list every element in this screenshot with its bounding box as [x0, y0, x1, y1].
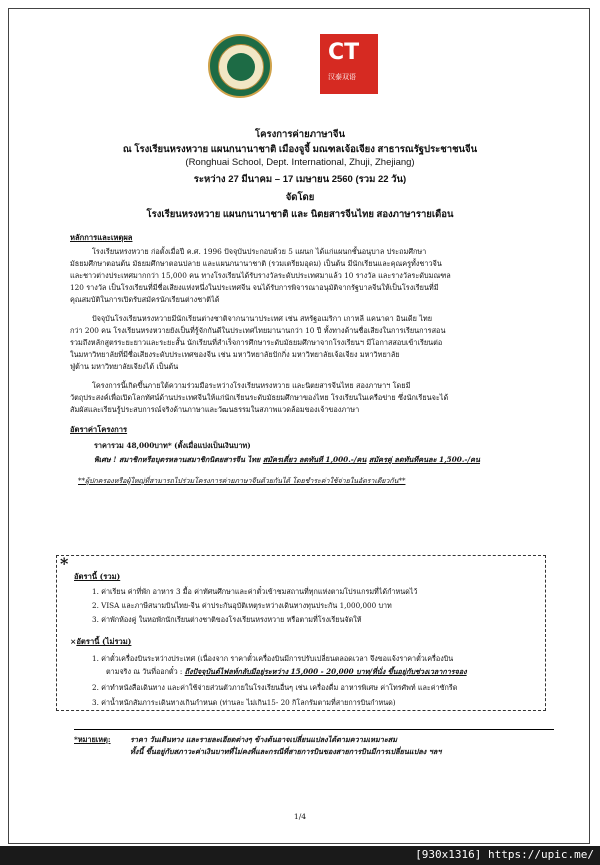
principles-p2-line: กว่า 200 คน โรงเรียนหรงหวายยังเป็นที่รู้จักกันดีในประเทศไทยมานานกว่า 10 ปี ทั้งทางด้านชื่อเสียงในการเรียนการสอน: [70, 326, 446, 335]
principles-p1-line: 120 รางวัล เป็นโรงเรียนที่มีชื่อเสียงแห่งหนึ่งในประเทศจีน จนได้รับการพิจารณาอนุมัติจากรัฐบาลจีนให้เป็นโรงเรียนที่มี: [70, 283, 439, 292]
included-item: 2. VISA และภาษีสนามบินไทย-จีน ค่าประกันอุบัติเหตุระหว่างเดินทางทุนประกัน 1,000,000 บาท: [92, 601, 392, 610]
principles-p3-line: สัมผัสและเรียนรู้ประสบการณ์จริงด้านภาษาและวัฒนธรรมในสภาพแวดล้อมของเจ้าของภาษา: [70, 405, 360, 414]
principles-p1-line: และชาวต่างประเทศมากกว่า 15,000 คน ทางโรงเรียนได้รับรางวัลระดับประเทศมาแล้ว 10 รางวัล และรางวัลระดับมณฑล: [70, 271, 451, 280]
remark-label: *หมายเหตุ:: [74, 735, 111, 744]
star-marker: *: [60, 554, 69, 573]
partner-logo-subtext: 汉泰双语: [328, 73, 356, 81]
included-item: 3. ค่าพักห้องคู่ ในหอพักนักเรียนต่างชาติของโรงเรียนหรงหวาย หรือตามที่โรงเรียนจัดให้: [92, 615, 362, 624]
excluded-item: 3. ค่าน้ำหนักสัมภาระเดินทางเกินกำหนด (ท่านละ ไม่เกิน15- 20 กิโลกรัมตามที่สายการบินกำหนด): [92, 698, 396, 707]
principles-p3-line: วัตถุประสงค์เพื่อเปิดโลกทัศน์ด้านประเทศจีนให้แก่นักเรียนระดับมัธยมศึกษาของไทย โรงเรียนในเครือข่าย ซึ่งนักเรียนจะได้: [70, 393, 449, 402]
principles-p1-line: มัธยมศึกษาตอนต้น มัธยมศึกษาตอนปลาย และแผนกนานาชาติ (รวมเตรียมอุดม) เป็นต้น มีนักเรียนและคุณครูทั้งชาวจีน: [70, 259, 442, 268]
watermark-text[interactable]: [930x1316] https://upic.me/: [415, 848, 594, 861]
principles-p2-line: ในมหาวิทยาลัยที่มีชื่อเสียงระดับประเทศของจีน เช่น มหาวิทยาลัยปักกิ่ง มหาวิทยาลัยเจ้อเจียง มหาวิทยาลัย: [70, 350, 400, 359]
watermark-bar: [0, 846, 600, 865]
remark-line: ทั้งนี้ ขึ้นอยู่กับสภาวะค่าเงินบาทที่ไม่คงที่และกรณีที่สายการบินของสายการบินมีการเปลี่ยนแปลง ฯลฯ: [130, 747, 442, 756]
fees-special: [94, 454, 480, 466]
included-item: 1. ค่าเรียน ค่าที่พัก อาหาร 3 มื้อ ค่าทัศนศึกษาและค่าตั๋วเข้าชมสถานที่ทุกแห่งตามโปรแกรมที่ได้กำหนดไว้: [92, 587, 418, 596]
excluded-item: 2. ค่าทำหนังสือเดินทาง และค่าใช้จ่ายส่วนตัวภายในโรงเรียนอื่นๆ เช่น เครื่องดื่ม อาหารพิเศษ ค่าโทรศัพท์ และค่าซักรีด: [92, 683, 458, 692]
principles-p1-line: โรงเรียนหรงหวาย ก่อตั้งเมื่อปี ค.ศ. 1996 ปัจจุบันประกอบด้วย 5 แผนก ได้แก่แผนกชั้นอนุบาล ประถมศึกษา: [92, 247, 427, 256]
partner-logo: [320, 34, 378, 94]
excluded-item-1-prefix: ตามจริง ณ วันที่ออกตั๋ว :: [106, 667, 183, 676]
fees-special-intro: พิเศษ ! สมาชิกหรือบุตรหลานสมาชิกนิตยสารจีน ไทย: [94, 455, 261, 464]
excluded-item-continued: [106, 666, 467, 677]
cross-mark-icon: ×: [70, 637, 77, 646]
fees-special-pair: สมัครคู่ ลดทันทีคนละ 1,500.-/คน: [368, 455, 480, 464]
excluded-heading-row: [70, 636, 131, 648]
excluded-heading: อัตรานี้ (ไม่รวม): [76, 637, 132, 646]
header-line-1: โครงการค่ายภาษาจีน: [255, 129, 345, 140]
excluded-item: 1. ค่าตั๋วเครื่องบินระหว่างประเทศ (เนื่องจาก ราคาตั๋วเครื่องบินมีการปรับเปลี่ยนตลอดเวลา จึงขอแจ้งราคาตั๋วเครื่องบิน: [92, 654, 454, 663]
remark-line: ราคา วันเดินทาง และรายละเอียดต่างๆ ข้างต้นอาจเปลี่ยนแปลงได้ตามความเหมาะสม: [130, 735, 398, 744]
fees-note: **ผู้ปกครองหรือผู้ใหญ่ที่สามารถไปร่วมโครงการค่ายภาษาจีนด้วยกันได้ โดยชำระค่าใช้จ่ายในอัตราเดียวกัน**: [78, 477, 406, 485]
header-line-2: ณ โรงเรียนหรงหวาย แผนกนานาชาติ เมืองจูจี้ มณฑลเจ้อเจียง สาธารณรัฐประชาชนจีน: [122, 144, 478, 155]
header-line-5: จัดโดย: [285, 192, 315, 203]
divider: [74, 729, 554, 730]
principles-heading: หลักการและเหตุผล: [70, 233, 133, 242]
logo-emblem: [227, 53, 255, 81]
page-number: 1/4: [293, 812, 307, 821]
principles-p2-line: ปัจจุบันโรงเรียนหรงหวายมีนักเรียนต่างชาติจากนานาประเทศ เช่น สหรัฐอเมริกา เกาหลี แคนาดา อินเดีย ไทย: [92, 314, 433, 323]
partner-logo-letters: CT: [328, 40, 360, 65]
header-line-4: ระหว่าง 27 มีนาคม – 17 เมษายน 2560 (รวม 22 วัน): [193, 174, 407, 185]
fees-heading: อัตราค่าโครงการ: [70, 425, 128, 434]
principles-p2-line: ฟู่ต้าน มหาวิทยาลัยเจียงไต้ เป็นต้น: [70, 362, 179, 371]
fees-price: ราคารวม 48,000บาท* (ตั้งเมื่อแบ่งเป็นเงินบาท): [94, 441, 251, 450]
school-logo: [208, 34, 272, 98]
logo-ring: [218, 44, 264, 90]
principles-p3-line: โครงการนี้เกิดขึ้นภายใต้ความร่วมมือระหว่างโรงเรียนหรงหวาย และนิตยสารจีนไทย สองภาษาฯ โดยมี: [92, 381, 411, 390]
header-line-6: โรงเรียนหรงหวาย แผนกนานาชาติ และ นิตยสารจีนไทย สองภาษารายเดือน: [146, 209, 454, 220]
principles-p2-line: รวมถึงหลักสูตรระยะยาวและระยะสั้น นักเรียนที่สำเร็จการศึกษาระดับมัธยมศึกษาจากโรงเรียนฯ มีโอกาสสอบเข้าเรียนต่อ: [70, 338, 443, 347]
included-heading: อัตรานี้ (รวม): [74, 572, 121, 581]
principles-p1-line: คุณสมบัติในการเปิดรับสมัครนักเรียนต่างชาติได้: [70, 295, 220, 304]
excluded-item-1-highlight: ถึงปัจจุบันต์ไฟลท์กลับมีอยู่ระหว่าง 15,000 - 20,000 บาท/ที่นั่ง ขึ้นอยู่กับช่วงเวลาการจอง: [184, 667, 467, 676]
header-line-3: (Ronghuai School, Dept. International, Zhuji, Zhejiang): [185, 157, 415, 168]
fees-special-single: สมัครเดี่ยว ลดทันที 1,000.-/คน: [262, 455, 367, 464]
